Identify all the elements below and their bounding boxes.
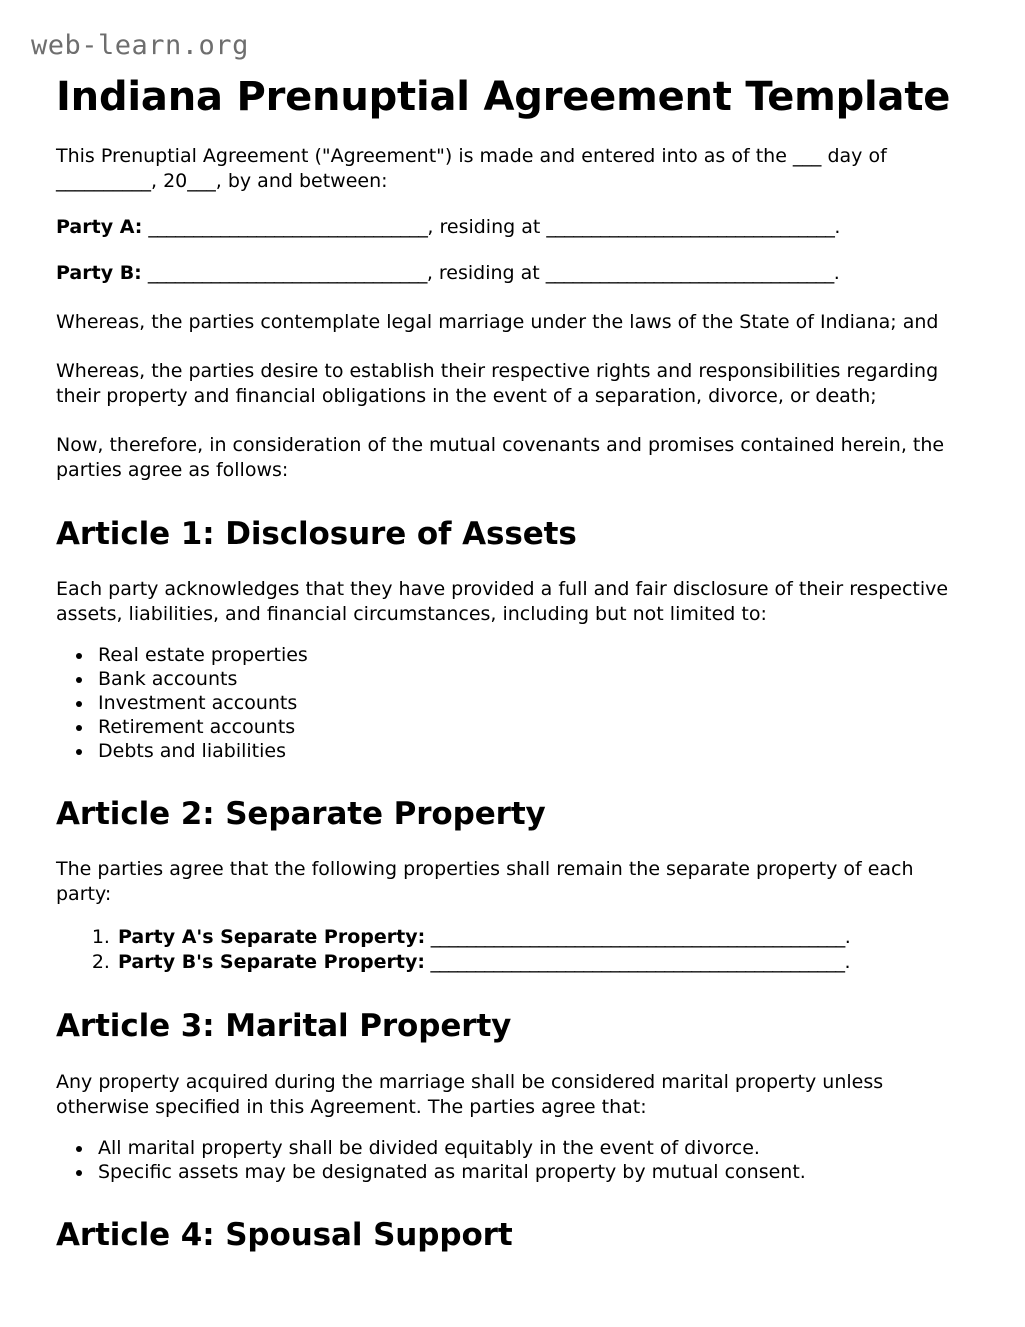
article-1-list (56, 627, 969, 763)
list-item: • All marital property shall be divided equitably in the event of divorce. (94, 1136, 969, 1160)
party-b-terminator: . (833, 262, 840, 284)
list-item: • Investment accounts (94, 691, 969, 715)
article-3-heading: Article 3: Marital Property (56, 1008, 512, 1045)
party-b-line (56, 240, 969, 286)
list-item (116, 925, 969, 950)
list-item: • Real estate properties (94, 643, 969, 667)
party-a-residing-text: , residing at (427, 216, 547, 238)
party-b-address-blank: ________________________________ (545, 262, 834, 284)
article-3-body: Any property acquired during the marriage shall be considered marital property unless otherwise specified in this Agreement. The parties agree that: (56, 1070, 884, 1118)
article-1-body: Each party acknowledges that they have provided a full and fair disclosure of their respective assets, liabilities, and financial circumstances, including but not limited to: (56, 578, 949, 626)
party-a-separate-property-label: Party A's Separate Property: (118, 926, 426, 949)
party-a-line (56, 194, 969, 240)
party-b-label: Party B: (56, 262, 142, 284)
article-3-list (56, 1120, 969, 1184)
party-a-address-blank: ________________________________ (546, 216, 835, 238)
party-b-name-blank: _______________________________ (147, 262, 427, 284)
list-item (116, 950, 969, 975)
party-b-separate-property-terminator: . (844, 951, 851, 974)
party-a-name-blank: _______________________________ (148, 216, 428, 238)
list-item: • Debts and liabilities (94, 739, 969, 763)
recital-2: Whereas, the parties desire to establish their respective rights and responsibilities regarding their property and financial obligations in the event of a separation, divorce, or death; (56, 360, 939, 407)
article-2-heading: Article 2: Separate Property (56, 796, 546, 833)
recital-1: Whereas, the parties contemplate legal marriage under the laws of the State of Indiana; and (56, 311, 939, 333)
article-1-heading: Article 1: Disclosure of Assets (56, 516, 577, 552)
article-2-list (56, 907, 969, 975)
article-2-body: The parties agree that the following properties shall remain the separate property of each party: (56, 858, 914, 906)
party-b-residing-text: , residing at (426, 262, 546, 284)
party-a-label: Party A: (56, 216, 143, 238)
article-4-heading: Article 4: Spousal Support (56, 1216, 513, 1253)
party-b-separate-property-label: Party B's Separate Property: (118, 951, 425, 974)
party-a-separate-property-terminator: . (844, 926, 851, 949)
page-title: Indiana Prenuptial Agreement Template (56, 74, 951, 120)
intro-paragraph: This Prenuptial Agreement ("Agreement") is made and entered into as of the ___ day of __________, 20___, by and between: (56, 145, 887, 192)
recital-3: Now, therefore, in consideration of the mutual covenants and promises contained herein, the parties agree as follows: (56, 434, 945, 481)
party-b-separate-property-blank: ______________________________________________ (424, 951, 845, 974)
party-a-separate-property-blank: ______________________________________________ (425, 926, 845, 949)
list-item: • Retirement accounts (94, 715, 969, 739)
party-a-terminator: . (834, 216, 841, 238)
site-logo: web-learn.org (31, 30, 249, 61)
list-item: • Bank accounts (94, 667, 969, 691)
list-item: • Specific assets may be designated as marital property by mutual consent. (94, 1160, 969, 1184)
